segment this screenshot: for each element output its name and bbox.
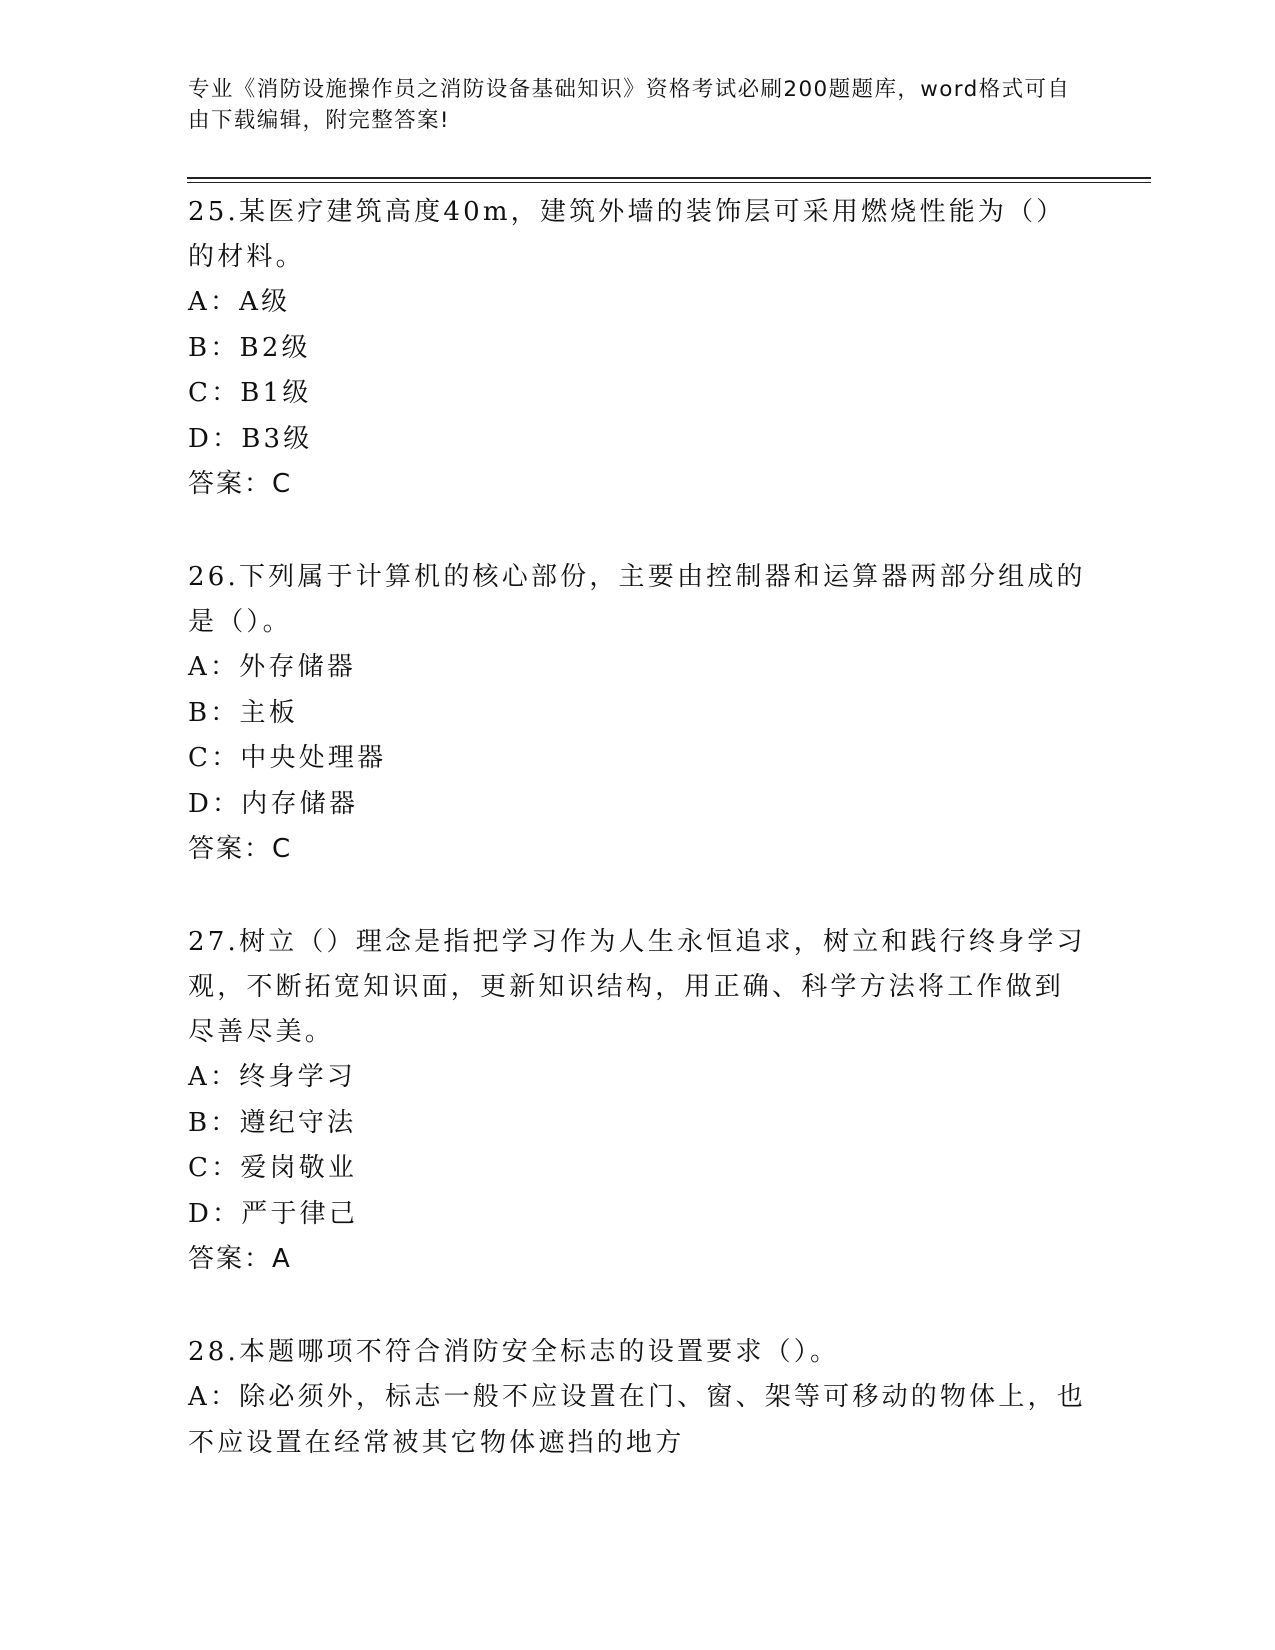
option-d: D：B3级 <box>188 423 313 454</box>
option-a: A：终身学习 <box>188 1062 356 1092</box>
question-25 <box>188 190 1088 507</box>
option-b: B：B2级 <box>188 332 311 363</box>
option-d: D：内存储器 <box>188 788 359 819</box>
question-27 <box>188 920 1088 1282</box>
question-text: 25.某医疗建筑高度40m，建筑外墙的装饰层可采用燃烧性能为（）的材料。 <box>188 197 1066 272</box>
document-header: 专业《消防设施操作员之消防设备基础知识》资格考试必刷200题题库，word格式可自由下载编辑，附完整答案! <box>188 77 1071 133</box>
question-text: 27.树立（）理念是指把学习作为人生永恒追求，树立和践行终身学习观，不断拓宽知识面，更新知识结构，用正确、科学方法将工作做到尽善尽美。 <box>188 927 1086 1047</box>
header-divider-thick <box>187 177 1151 179</box>
question-28 <box>188 1330 1088 1466</box>
question-spacer <box>188 872 1088 920</box>
question-spacer <box>188 1282 1088 1330</box>
option-b: B：主板 <box>188 697 298 728</box>
header-divider-thin <box>187 182 1151 183</box>
question-26 <box>188 555 1088 872</box>
answer-label: 答案：A <box>188 1244 292 1274</box>
question-spacer <box>188 507 1088 555</box>
question-text: 28.本题哪项不符合消防安全标志的设置要求（）。 <box>188 1337 840 1367</box>
option-a: A：外存储器 <box>188 652 356 682</box>
answer-label: 答案：C <box>188 834 293 864</box>
answer-label: 答案：C <box>188 469 293 499</box>
option-d: D：严于律己 <box>188 1198 359 1229</box>
option-a: A：除必须外，标志一般不应设置在门、窗、架等可移动的物体上，也不应设置在经常被其它物体遮挡的地方 <box>188 1382 1086 1458</box>
option-a: A：A级 <box>188 287 291 317</box>
question-list <box>188 190 1088 1466</box>
option-c: C：B1级 <box>188 378 312 408</box>
option-c: C：中央处理器 <box>188 743 387 773</box>
option-b: B：遵纪守法 <box>188 1107 357 1138</box>
option-c: C：爱岗敬业 <box>188 1153 358 1183</box>
question-text: 26.下列属于计算机的核心部份，主要由控制器和运算器两部分组成的是（）。 <box>188 562 1086 637</box>
